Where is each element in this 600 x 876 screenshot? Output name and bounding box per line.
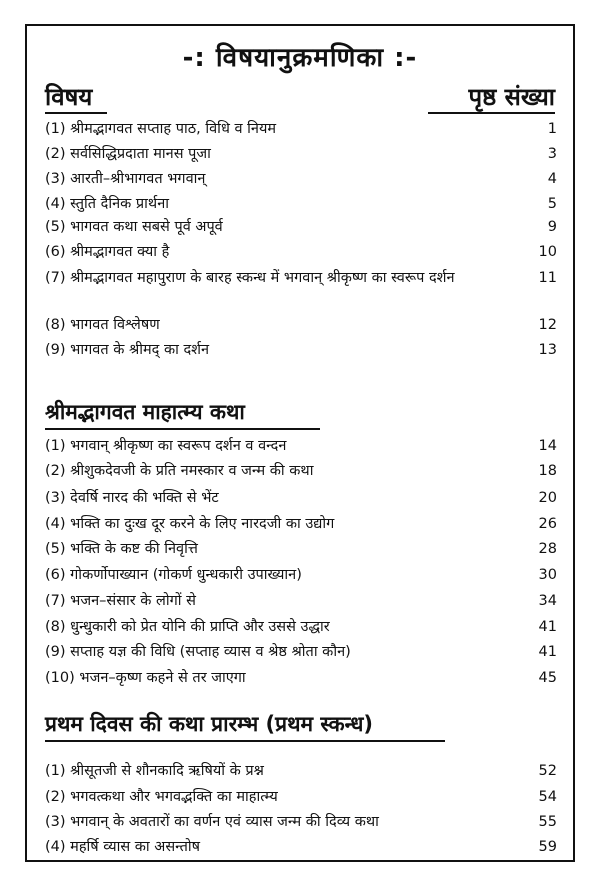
toc-entry[interactable] [45, 462, 557, 481]
toc-entry-page: 14 [538, 438, 557, 454]
toc-entry[interactable] [45, 643, 557, 662]
toc-entry[interactable] [45, 341, 557, 360]
toc-entry-title: (3) आरती–श्रीभागवत भगवान् [45, 171, 206, 187]
toc-entry[interactable] [45, 566, 557, 585]
toc-entry-title: (7) श्रीमद्भागवत महापुराण के बारह स्कन्ध में भगवान् श्रीकृष्ण का स्वरूप दर्शन [45, 270, 455, 286]
page-number-header: पृष्ठ संख्या [468, 83, 555, 111]
toc-entry-title: (3) देवर्षि नारद की भक्ति से भेंट [45, 490, 219, 506]
toc-entry-page: 30 [538, 567, 557, 583]
toc-entry-title: (2) सर्वसिद्धिप्रदाता मानस पूजा [45, 146, 211, 162]
toc-entry-page: 34 [538, 593, 557, 609]
toc-entry-page: 12 [538, 317, 557, 333]
toc-entry-title: (9) भागवत के श्रीमद् का दर्शन [45, 342, 210, 358]
section-heading: श्रीमद्भागवत माहात्म्य कथा [45, 400, 245, 424]
toc-entry-page: 5 [547, 196, 557, 212]
section-heading: प्रथम दिवस की कथा प्रारम्भ (प्रथम स्कन्ध) [45, 712, 373, 736]
toc-entry-title: (10) भजन–कृष्ण कहने से तर जाएगा [45, 670, 246, 686]
section-heading-underline [45, 428, 320, 430]
toc-entry-title: (4) महर्षि व्यास का असन्तोष [45, 839, 201, 855]
toc-entry-title: (6) श्रीमद्भागवत क्या है [45, 244, 170, 260]
page-number-header-underline [428, 112, 555, 114]
toc-entry[interactable] [45, 316, 557, 335]
toc-entry[interactable] [45, 489, 557, 508]
toc-entry-page: 10 [538, 244, 557, 260]
toc-entry[interactable] [45, 170, 557, 189]
toc-entry-page: 11 [538, 270, 557, 286]
toc-entry-title: (1) भगवान् श्रीकृष्ण का स्वरूप दर्शन व वन्दन [45, 438, 287, 454]
toc-entry-page: 20 [538, 490, 557, 506]
toc-entry[interactable] [45, 788, 557, 807]
toc-entry[interactable] [45, 145, 557, 164]
toc-entry-page: 4 [547, 171, 557, 187]
subject-header: विषय [45, 83, 93, 111]
section-heading-underline [45, 740, 445, 742]
toc-entry-page: 28 [538, 541, 557, 557]
toc-entry-title: (3) भगवान् के अवतारों का वर्णन एवं व्यास जन्म की दिव्य कथा [45, 814, 379, 830]
toc-entry[interactable] [45, 618, 557, 637]
toc-entry-page: 54 [538, 789, 557, 805]
toc-entry-title: (8) धुन्धुकारी को प्रेत योनि की प्राप्ति और उससे उद्धार [45, 619, 330, 635]
toc-entry[interactable] [45, 268, 557, 289]
subject-header-underline [45, 112, 107, 114]
toc-entry[interactable] [45, 669, 557, 688]
toc-entry[interactable] [45, 540, 557, 559]
toc-entry[interactable] [45, 813, 557, 832]
toc-entry-page: 13 [538, 342, 557, 358]
toc-entry-title: (1) श्रीसूतजी से शौनकादि ऋषियों के प्रश्न [45, 763, 264, 779]
toc-entry-title: (5) भक्ति के कष्ट की निवृत्ति [45, 541, 198, 557]
toc-entry-title: (6) गोकर्णोपाख्यान (गोकर्ण धुन्धकारी उपाख्यान) [45, 567, 302, 583]
toc-entry-title: (2) भगवत्कथा और भगवद्भक्ति का माहात्म्य [45, 789, 278, 805]
toc-entry-page: 55 [538, 814, 557, 830]
toc-entry[interactable] [45, 762, 557, 781]
toc-entry[interactable] [45, 592, 557, 611]
toc-entry-title: (2) श्रीशुकदेवजी के प्रति नमस्कार व जन्म की कथा [45, 463, 314, 479]
toc-entry-title: (7) भजन–संसार के लोगों से [45, 593, 196, 609]
toc-entry[interactable] [45, 838, 557, 857]
toc-entry-page: 1 [547, 121, 557, 137]
toc-entry-title: (1) श्रीमद्भागवत सप्ताह पाठ, विधि व नियम [45, 121, 277, 137]
toc-entry[interactable] [45, 515, 557, 534]
toc-entry-title: (4) स्तुति दैनिक प्रार्थना [45, 196, 170, 212]
toc-entry[interactable] [45, 195, 557, 214]
toc-entry[interactable] [45, 120, 557, 139]
toc-entry-page: 41 [538, 644, 557, 660]
toc-entry-page: 59 [538, 839, 557, 855]
page-title: -: विषयानुक्रमणिका :- [182, 43, 418, 73]
toc-entry[interactable] [45, 218, 557, 237]
toc-entry-title: (8) भागवत विश्लेषण [45, 317, 160, 333]
toc-entry-page: 3 [547, 146, 557, 162]
toc-entry[interactable] [45, 243, 557, 262]
toc-entry-page: 18 [538, 463, 557, 479]
toc-entry-title: (4) भक्ति का दुःख दूर करने के लिए नारदजी का उद्योग [45, 516, 335, 532]
toc-entry-title: (5) भागवत कथा सबसे पूर्व अपूर्व [45, 219, 223, 235]
toc-entry[interactable] [45, 437, 557, 456]
toc-entry-page: 9 [547, 219, 557, 235]
toc-entry-page: 26 [538, 516, 557, 532]
toc-entry-page: 41 [538, 619, 557, 635]
toc-entry-title: (9) सप्ताह यज्ञ की विधि (सप्ताह व्यास व श्रेष्ठ श्रोता कौन) [45, 644, 351, 660]
toc-entry-page: 52 [538, 763, 557, 779]
toc-entry-page: 45 [538, 670, 557, 686]
